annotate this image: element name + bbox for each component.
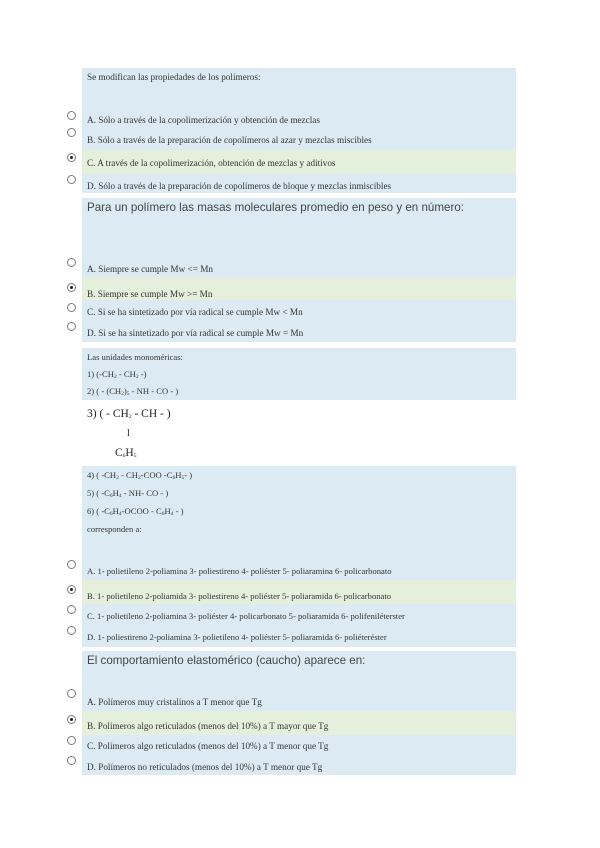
- question-1-prompt: Se modifican las propiedades de los polímeros:: [87, 72, 261, 82]
- q3-option-d-radio[interactable]: [67, 626, 76, 635]
- q3-option-c-radio[interactable]: [67, 605, 76, 614]
- q4-option-d-label[interactable]: D. Polímeros no reticulados (menos del 10%) a T menor que Tg: [87, 762, 323, 772]
- q3-option-b-radio[interactable]: [67, 585, 76, 594]
- monomer-unit-6: 6) ( $-C_6H_4$-OCOO - $C_6H_4$ - ): [87, 506, 184, 517]
- q1-option-c-label[interactable]: C. A través de la copolimerización, obtención de mezclas y aditivos: [87, 158, 336, 168]
- question-3-prompt: Las unidades monoméricas:: [87, 352, 183, 362]
- monomer-unit-3-bond: l: [127, 428, 130, 439]
- q1-option-d-radio[interactable]: [67, 175, 76, 184]
- q2-option-a-label[interactable]: A. Siempre se cumple Mw <= Mn: [87, 264, 213, 274]
- q3-option-a-radio[interactable]: [67, 560, 76, 569]
- q2-option-b-label[interactable]: B. Siempre se cumple Mw >= Mn: [87, 289, 213, 299]
- q1-option-a-radio[interactable]: [67, 111, 76, 120]
- question-4-prompt: El comportamiento elastomérico (caucho) aparece en:: [87, 654, 366, 667]
- question-2-prompt: Para un polímero las masas moleculares promedio en peso y en número:: [87, 201, 464, 214]
- q4-option-b-label[interactable]: B. Polímeros algo reticulados (menos del 10%) a T mayor que Tg: [87, 721, 329, 731]
- question-3-closing: corresponden a:: [87, 524, 142, 534]
- q4-option-a-radio[interactable]: [67, 689, 76, 698]
- q2-option-a-radio[interactable]: [67, 258, 76, 267]
- q2-option-d-radio[interactable]: [67, 322, 76, 331]
- monomer-unit-3-substituent: $C_6H_5$: [115, 447, 137, 459]
- q2-option-c-radio[interactable]: [67, 303, 76, 312]
- q4-option-c-radio[interactable]: [67, 736, 76, 745]
- monomer-unit-5: 5) ( $-C_6H_4 - NH-$ CO - ): [87, 488, 169, 499]
- q4-option-d-radio[interactable]: [67, 756, 76, 765]
- q1-option-c-radio[interactable]: [67, 153, 76, 162]
- monomer-unit-1: 1) ($-CH_2 - CH_2$ -): [87, 369, 147, 380]
- q3-option-d-label[interactable]: D. 1- poliestireno 2-poliamina 3- polietileno 4- poliéster 5- poliaramida 6- poliéteréster: [87, 632, 387, 642]
- q4-option-a-label[interactable]: A. Polímeros muy cristalinos a T menor que Tg: [87, 697, 262, 707]
- q2-option-b-radio[interactable]: [67, 283, 76, 292]
- q3-option-c-label[interactable]: C. 1- polietileno 2-poliamina 3- poliéster 4- policarbonato 5- poliaramida 6- polifeniléterster: [87, 611, 405, 621]
- q1-option-d-label[interactable]: D. Sólo a través de la preparación de copolímeros de bloque y mezclas inmiscibles: [87, 181, 392, 191]
- q4-option-b-radio[interactable]: [67, 715, 76, 724]
- monomer-unit-2: 2) ( - $(CH_2)_5$ - NH - CO - ): [87, 386, 179, 397]
- q3-option-b-label[interactable]: B. 1- polietileno 2-poliamida 3- poliestireno 4- poliéster 5- poliaramida 6- policarbonato: [87, 591, 392, 601]
- q1-option-b-label[interactable]: B. Sólo a través de la preparación de copolímeros al azar y mezclas miscibles: [87, 135, 372, 145]
- monomer-unit-3-chain: 3) ( - $CH_2$ - CH - ): [87, 408, 171, 420]
- monomer-unit-4: 4) ( $-CH_2 - CH_2-COO$ $-C_6H_5-$ ): [87, 470, 193, 481]
- q3-option-a-label[interactable]: A. 1- polietileno 2-poliamina 3- poliestireno 4- poliéster 5- poliaramina 6- policarbonato: [87, 566, 392, 576]
- q1-option-b-radio[interactable]: [67, 128, 76, 137]
- q4-option-c-label[interactable]: C. Polímeros algo reticulados (menos del 10%) a T menor que Tg: [87, 741, 329, 751]
- q1-option-a-label[interactable]: A. Sólo a través de la copolimerización y obtención de mezclas: [87, 115, 320, 125]
- q2-option-c-label[interactable]: C. Si se ha sintetizado por vía radical se cumple Mw < Mn: [87, 307, 303, 317]
- q2-option-d-label[interactable]: D. Si se ha sintetizado por vía radical se cumple Mw = Mn: [87, 328, 304, 338]
